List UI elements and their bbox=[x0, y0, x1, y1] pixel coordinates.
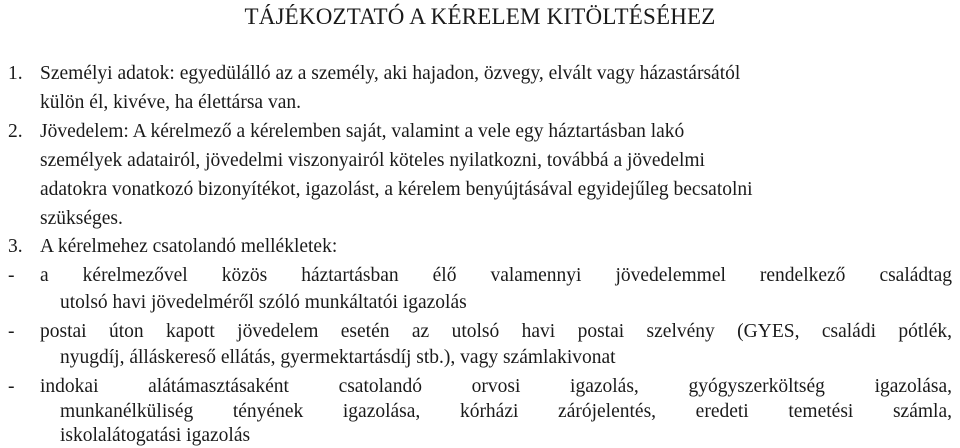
bullet-2-line-1: postai úton kapott jövedelem esetén az utolsó havi postai szelvény (GYES, családi pótlék, bbox=[40, 321, 952, 342]
item-1-line-2: külön él, kivéve, ha élettársa van. bbox=[40, 92, 301, 113]
bullet-3-line-3: iskolalátogatási igazolás bbox=[60, 425, 251, 446]
item-2-number: 2. bbox=[8, 121, 23, 142]
item-1-line-1: Személyi adatok: egyedülálló az a személy, aki hajadon, özvegy, elvált vagy házastársától bbox=[40, 63, 741, 84]
bullet-2-dash: - bbox=[8, 321, 15, 342]
item-1-number: 1. bbox=[8, 63, 23, 84]
bullet-1-line-1: a kérelmezővel közös háztartásban élő valamennyi jövedelemmel rendelkező családtag bbox=[40, 265, 952, 286]
bullet-1-dash: - bbox=[8, 265, 15, 286]
item-2-line-4: szükséges. bbox=[40, 208, 123, 229]
bullet-3-line-1: indokai alátámasztásaként csatolandó orvosi igazolás, gyógyszerköltség igazolása, bbox=[40, 376, 952, 397]
item-2-line-3: adatokra vonatkozó bizonyítékot, igazolást, a kérelem benyújtásával egyidejűleg becsatolni bbox=[40, 179, 753, 200]
item-2-line-1: Jövedelem: A kérelmező a kérelemben saját, valamint a vele egy háztartásban lakó bbox=[40, 121, 685, 142]
bullet-3-line-2: munkanélküliség tényének igazolása, kórházi zárójelentés, eredeti temetési számla, bbox=[60, 401, 952, 422]
bullet-2-line-2: nyugdíj, álláskereső ellátás, gyermektartásdíj stb.), vagy számlakivonat bbox=[60, 347, 616, 368]
bullet-1-line-2: utolsó havi jövedelméről szóló munkáltatói igazolás bbox=[60, 292, 467, 313]
item-3-number: 3. bbox=[8, 236, 23, 257]
page-title: TÁJÉKOZTATÓ A KÉRELEM KITÖLTÉSÉHEZ bbox=[244, 4, 716, 29]
bullet-3-dash: - bbox=[8, 376, 15, 397]
item-3-heading: A kérelmehez csatolandó mellékletek: bbox=[40, 236, 338, 257]
item-2-line-2: személyek adatairól, jövedelmi viszonyairól köteles nyilatkozni, továbbá a jövedelmi bbox=[40, 150, 705, 171]
